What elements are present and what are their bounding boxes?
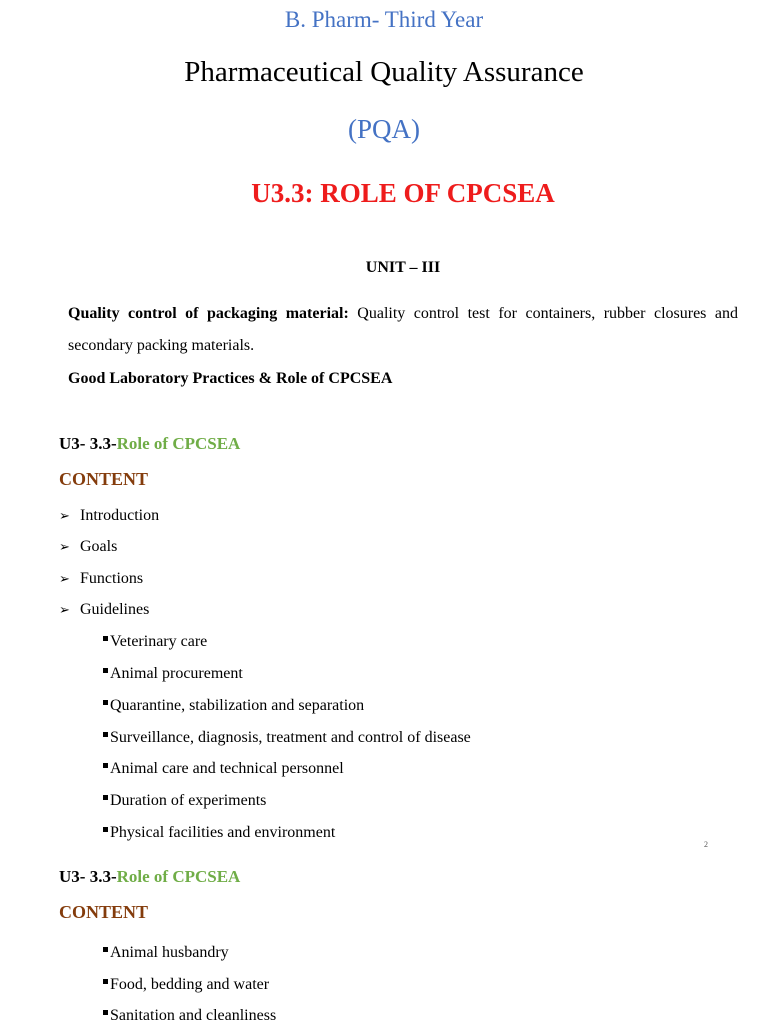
list-item-label: Functions — [80, 570, 144, 587]
section-heading-prefix: U3- 3.3- — [59, 867, 117, 886]
sub-list-item-label: Physical facilities and environment — [110, 824, 336, 841]
arrowhead-bullet-icon: ➢ — [59, 572, 70, 587]
unit-heading: UNIT – III — [365, 259, 441, 276]
square-bullet-icon — [103, 979, 108, 984]
square-bullet-icon — [103, 827, 108, 832]
arrowhead-bullet-icon: ➢ — [59, 540, 70, 555]
arrowhead-bullet-icon: ➢ — [59, 603, 70, 618]
subject-abbreviation: (PQA) — [348, 114, 420, 144]
sub-list-item — [103, 665, 243, 683]
sub-list-item-label: Animal procurement — [110, 665, 243, 682]
qc-paragraph — [68, 298, 738, 362]
glp-line: Good Laboratory Practices & Role of CPCSEA — [68, 370, 393, 387]
course-title: B. Pharm- Third Year — [284, 7, 484, 32]
square-bullet-icon — [103, 763, 108, 768]
sub-list-item-label: Veterinary care — [110, 633, 208, 650]
square-bullet-icon — [103, 732, 108, 737]
sub-list-item-label: Animal care and technical personnel — [110, 760, 344, 777]
sub-list-item — [103, 1007, 276, 1025]
topic-title: U3.3: ROLE OF CPCSEA — [251, 178, 555, 208]
sub-list-item — [103, 697, 364, 715]
section-heading-prefix: U3- 3.3- — [59, 434, 117, 453]
sub-list-item-label: Sanitation and cleanliness — [110, 1007, 277, 1024]
sub-list-item — [103, 824, 335, 842]
list-item — [59, 507, 159, 525]
section-heading — [59, 867, 240, 887]
arrowhead-bullet-icon: ➢ — [59, 509, 70, 524]
sub-list-item — [103, 792, 266, 810]
page-number: 2 — [704, 840, 708, 849]
list-item-label: Guidelines — [80, 601, 150, 618]
qc-label: Quality control of packaging material: — [68, 305, 349, 322]
sub-list-item-label: Quarantine, stabilization and separation — [110, 697, 365, 714]
list-item-label: Goals — [80, 538, 118, 555]
content-label: CONTENT — [59, 469, 149, 489]
sub-list-item-label: Surveillance, diagnosis, treatment and control of disease — [110, 729, 471, 746]
subject-title: Pharmaceutical Quality Assurance — [184, 56, 584, 88]
section-heading-highlight: Role of CPCSEA — [116, 434, 241, 453]
sub-list-item — [103, 729, 471, 747]
sub-list-item — [103, 976, 269, 994]
list-item — [59, 601, 149, 619]
sub-list-item-label: Animal husbandry — [110, 944, 229, 961]
sub-list-item — [103, 944, 229, 962]
square-bullet-icon — [103, 947, 108, 952]
sub-list-item-label: Food, bedding and water — [110, 976, 270, 993]
section-heading-highlight: Role of CPCSEA — [116, 867, 241, 886]
square-bullet-icon — [103, 700, 108, 705]
list-item — [59, 570, 143, 588]
square-bullet-icon — [103, 668, 108, 673]
section-heading — [59, 434, 240, 454]
sub-list-item — [103, 760, 344, 778]
square-bullet-icon — [103, 636, 108, 641]
sub-list-item-label: Duration of experiments — [110, 792, 267, 809]
square-bullet-icon — [103, 795, 108, 800]
qc-text: Quality control test for containers, rubber closures and secondary packing materials. — [68, 305, 739, 354]
square-bullet-icon — [103, 1010, 108, 1015]
list-item-label: Introduction — [80, 507, 160, 524]
list-item — [59, 538, 117, 556]
content-label: CONTENT — [59, 902, 149, 922]
sub-list-item — [103, 633, 207, 651]
